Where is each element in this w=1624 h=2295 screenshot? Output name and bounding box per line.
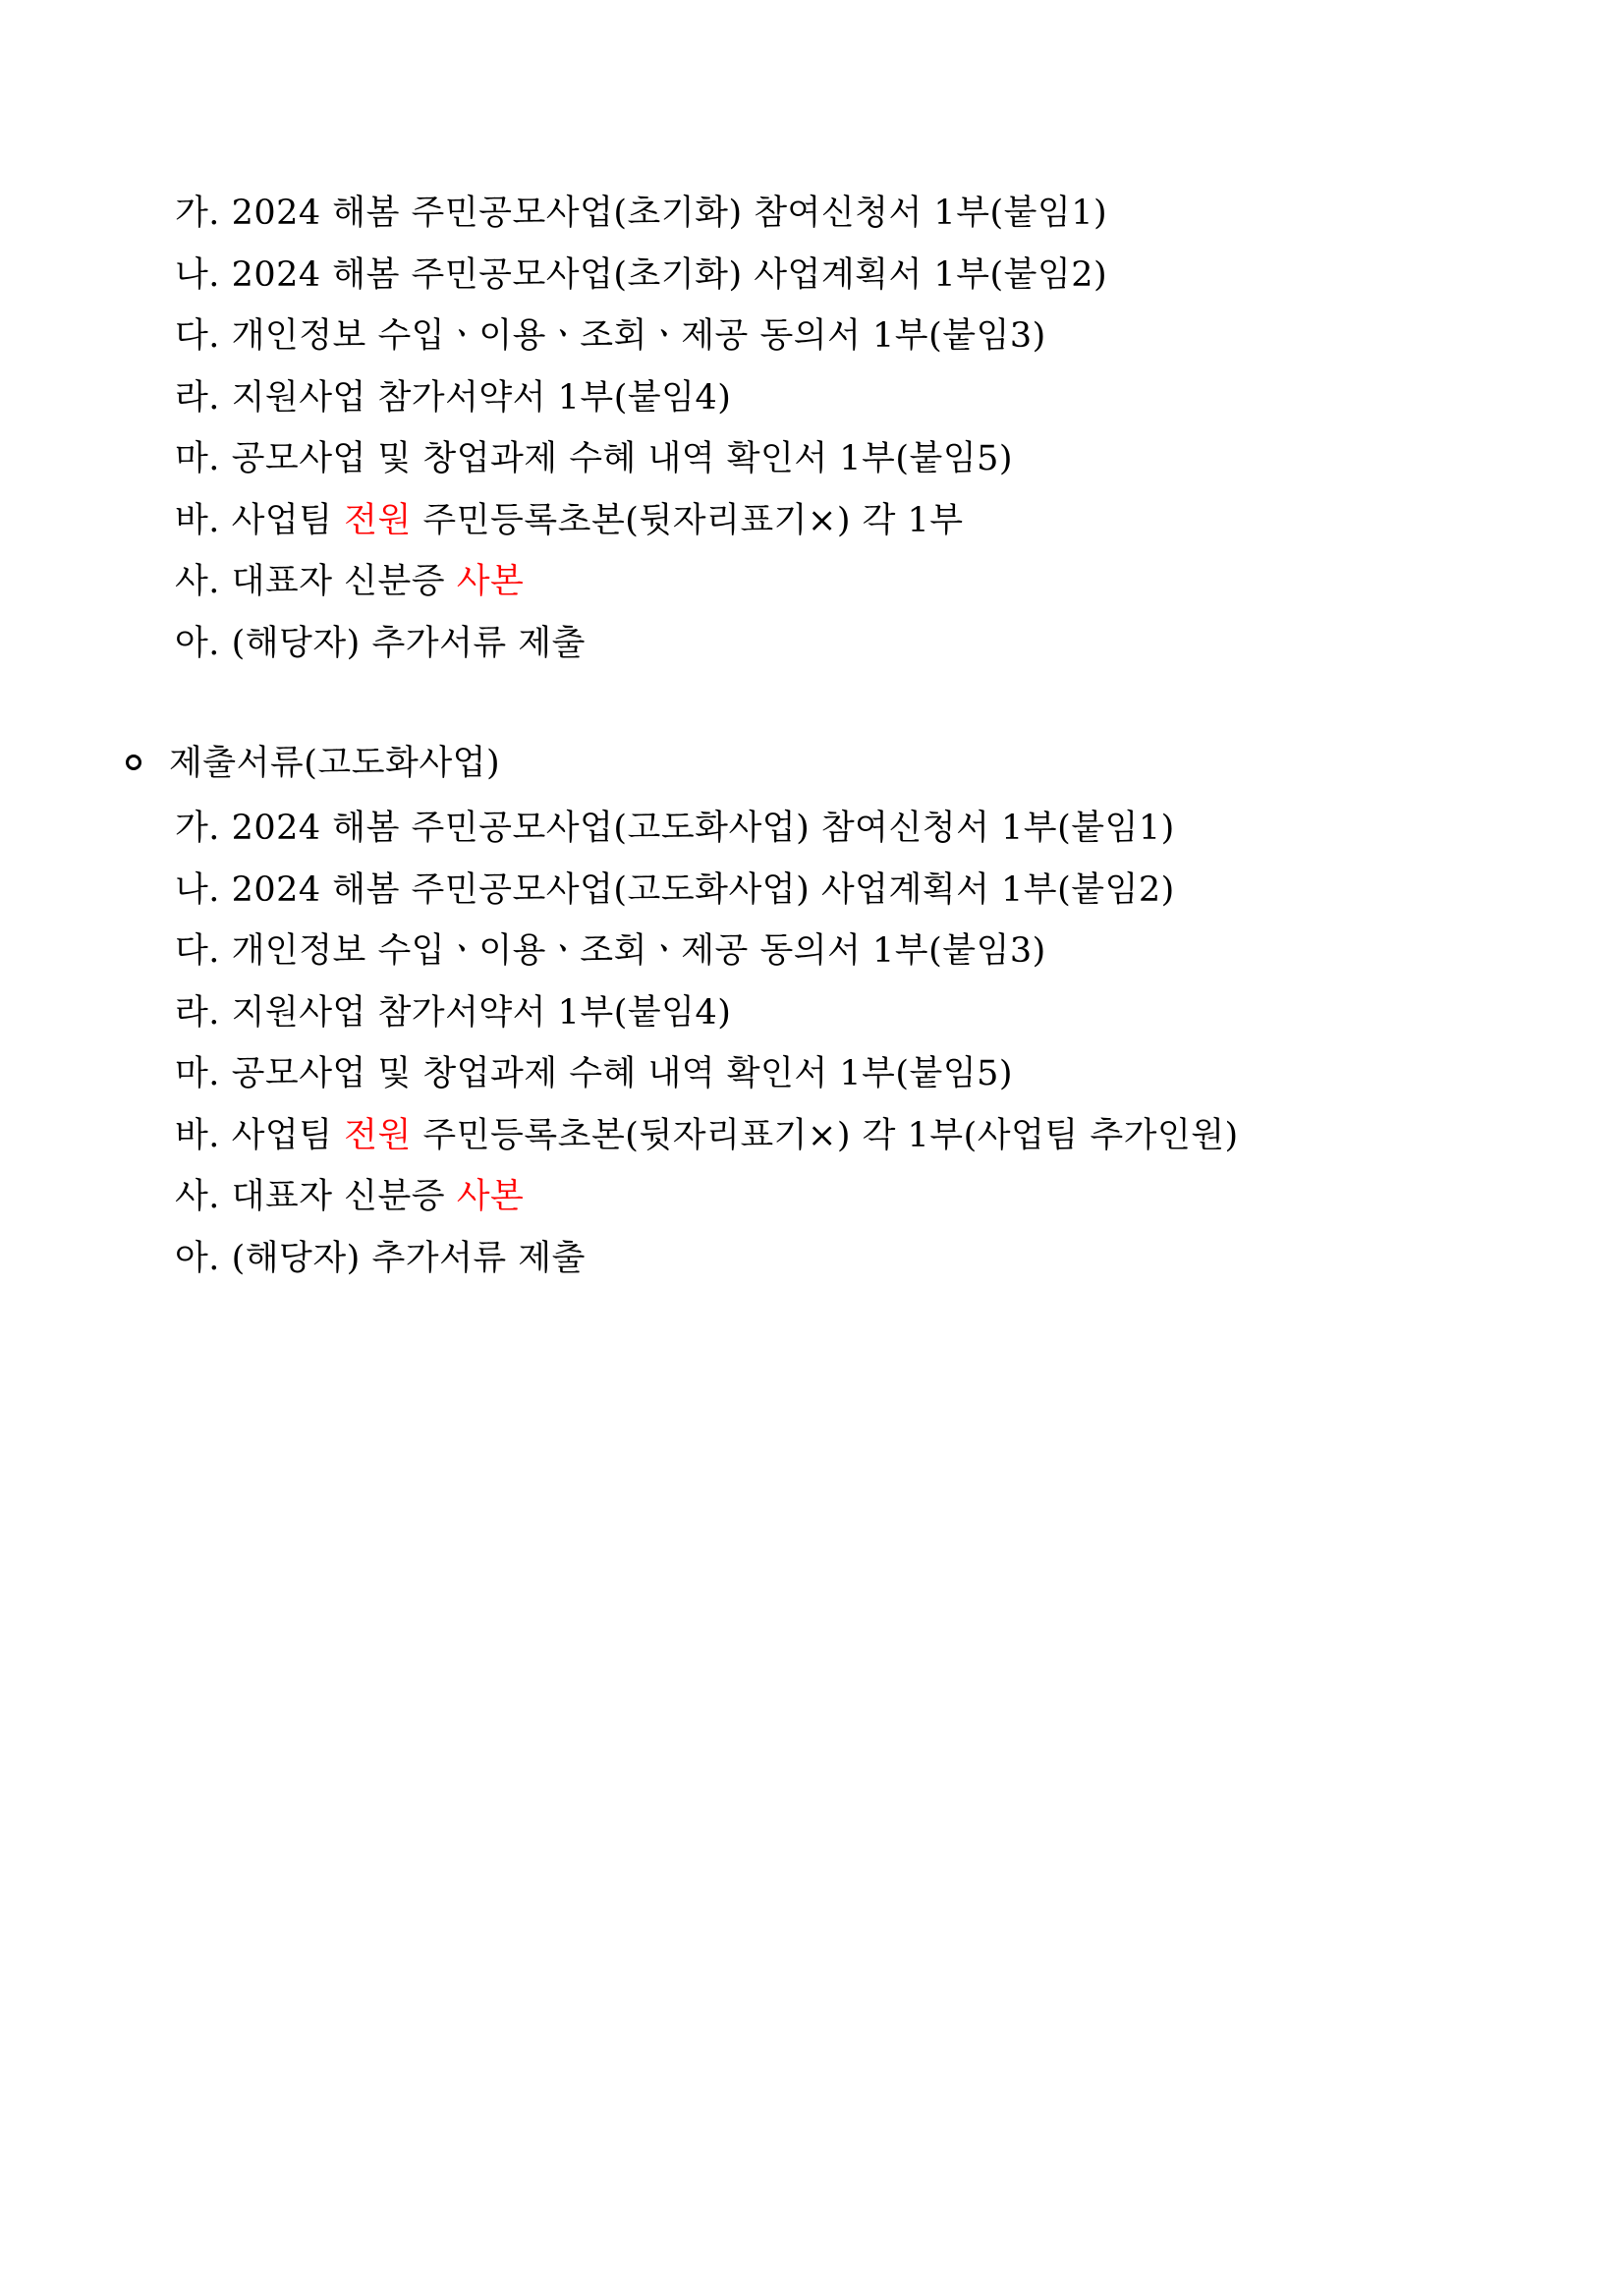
item-text: 지원사업 참가서약서 1부(붙임4) xyxy=(231,992,732,1033)
item-text: 2024 해봄 주민공모사업(고도화사업) 참여신청서 1부(붙임1) xyxy=(231,809,1175,848)
submission-list-initial xyxy=(175,183,1550,674)
item-text: 공모사업 및 창업과제 수혜 내역 확인서 1부(붙임5) xyxy=(231,439,1014,478)
item-text-pre: 대표자 신분증 xyxy=(231,562,446,601)
item-text: 공모사업 및 창업과제 수혜 내역 확인서 1부(붙임5) xyxy=(231,1054,1014,1093)
item-marker: 마. xyxy=(175,439,220,478)
list-item xyxy=(175,613,1550,675)
item-text: 2024 해봄 주민공모사업(초기화) 사업계획서 1부(붙임2) xyxy=(231,254,1108,295)
item-marker: 사. xyxy=(175,562,220,601)
list-item xyxy=(175,183,1550,245)
list-item xyxy=(175,428,1550,490)
item-text: 2024 해봄 주민공모사업(고도화사업) 사업계획서 1부(붙임2) xyxy=(231,869,1175,910)
item-marker: 가. xyxy=(175,809,220,848)
item-marker: 바. xyxy=(175,500,220,540)
list-item xyxy=(175,860,1550,922)
item-marker: 아. xyxy=(175,1238,220,1278)
list-item xyxy=(175,1166,1550,1228)
list-item xyxy=(175,982,1550,1044)
item-text: (해당자) 추가서류 제출 xyxy=(231,1238,586,1278)
list-item xyxy=(175,490,1550,552)
hollow-circle-icon xyxy=(126,755,141,770)
list-item xyxy=(175,367,1550,429)
item-text-post: 주민등록초본(뒷자리표기×) 각 1부(사업팀 추가인원) xyxy=(422,1115,1239,1155)
item-marker: 라. xyxy=(175,377,220,418)
list-item xyxy=(175,551,1550,613)
heading-text: 제출서류(고도화사업) xyxy=(169,744,501,783)
item-marker: 다. xyxy=(175,316,220,356)
list-item xyxy=(175,306,1550,367)
submission-list-advanced xyxy=(175,798,1550,1289)
item-marker: 바. xyxy=(175,1115,220,1155)
item-marker: 다. xyxy=(175,931,220,971)
item-marker: 아. xyxy=(175,623,220,663)
item-text-pre: 사업팀 xyxy=(231,1115,333,1155)
item-text-pre: 대표자 신분증 xyxy=(231,1177,446,1216)
item-marker: 가. xyxy=(175,194,220,233)
list-item xyxy=(175,1228,1550,1290)
item-text: (해당자) 추가서류 제출 xyxy=(231,623,586,663)
item-marker: 라. xyxy=(175,992,220,1033)
section-heading xyxy=(126,733,500,795)
list-item xyxy=(175,1105,1550,1167)
list-item xyxy=(175,921,1550,982)
item-marker: 사. xyxy=(175,1177,220,1216)
item-marker: 나. xyxy=(175,869,220,910)
item-text-pre: 사업팀 xyxy=(231,500,333,540)
item-text: 개인정보 수입ㆍ이용ㆍ조회ㆍ제공 동의서 1부(붙임3) xyxy=(231,316,1046,356)
highlight-text: 전원 xyxy=(344,1115,412,1155)
list-item xyxy=(175,798,1550,860)
item-text: 개인정보 수입ㆍ이용ㆍ조회ㆍ제공 동의서 1부(붙임3) xyxy=(231,931,1046,971)
item-marker: 마. xyxy=(175,1054,220,1093)
item-marker: 나. xyxy=(175,254,220,295)
item-text-post: 주민등록초본(뒷자리표기×) 각 1부 xyxy=(422,500,964,540)
highlight-text: 사본 xyxy=(456,1177,525,1216)
list-item xyxy=(175,1043,1550,1105)
highlight-text: 사본 xyxy=(456,562,525,601)
list-item xyxy=(175,245,1550,307)
item-text: 지원사업 참가서약서 1부(붙임4) xyxy=(231,377,732,418)
item-text: 2024 해봄 주민공모사업(초기화) 참여신청서 1부(붙임1) xyxy=(231,194,1108,233)
highlight-text: 전원 xyxy=(344,500,412,540)
